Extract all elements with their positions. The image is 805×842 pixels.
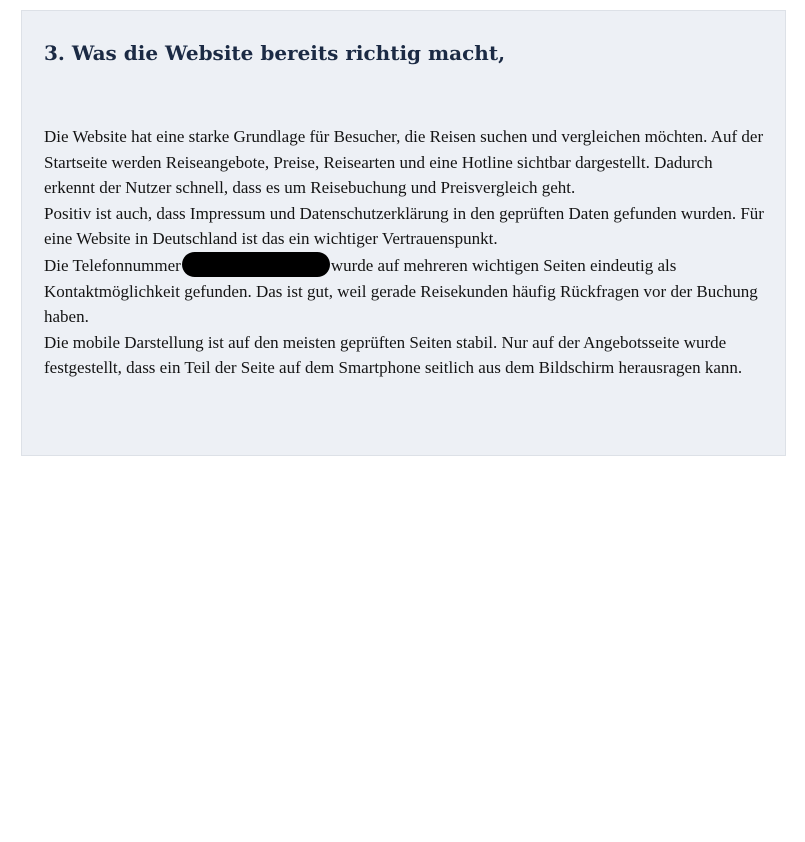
content-card — [21, 10, 786, 456]
paragraph-2: Positiv ist auch, dass Impressum und Datenschutzerklärung in den geprüften Daten gefunden wurden. Für eine Website in Deutschland ist das ein wichtiger Vertrauenspunkt. — [44, 203, 764, 249]
paragraph-3-start: Die Telefonnummer — [44, 255, 181, 275]
paragraph-3 — [44, 252, 764, 330]
paragraph-3-end: wurde auf mehreren wichtigen Seiten eindeutig als Kontaktmöglichkeit gefunden. Das ist gut, weil gerade Reisekunden häufig Rückfragen vor der Buchung haben. — [44, 255, 758, 327]
paragraph-1: Die Website hat eine starke Grundlage für Besucher, die Reisen suchen und vergleichen möchten. Auf der Startseite werden Reiseangebote, Preise, Reisearten und eine Hotline sichtbar dargestellt. Dadurch erkennt der Nutzer schnell, dass es um Reisebuchung und Preisvergleich geht. — [44, 127, 764, 198]
section-heading: 3. Was die Website bereits richtig macht, — [44, 41, 506, 65]
section-body — [44, 124, 764, 381]
paragraph-4: Die mobile Darstellung ist auf den meisten geprüften Seiten stabil. Nur auf der Angebotsseite wurde festgestellt, dass ein Teil der Seite auf dem Smartphone seitlich aus dem Bildschirm herausragen kann. — [44, 332, 743, 378]
redacted-phone-number — [182, 252, 330, 277]
